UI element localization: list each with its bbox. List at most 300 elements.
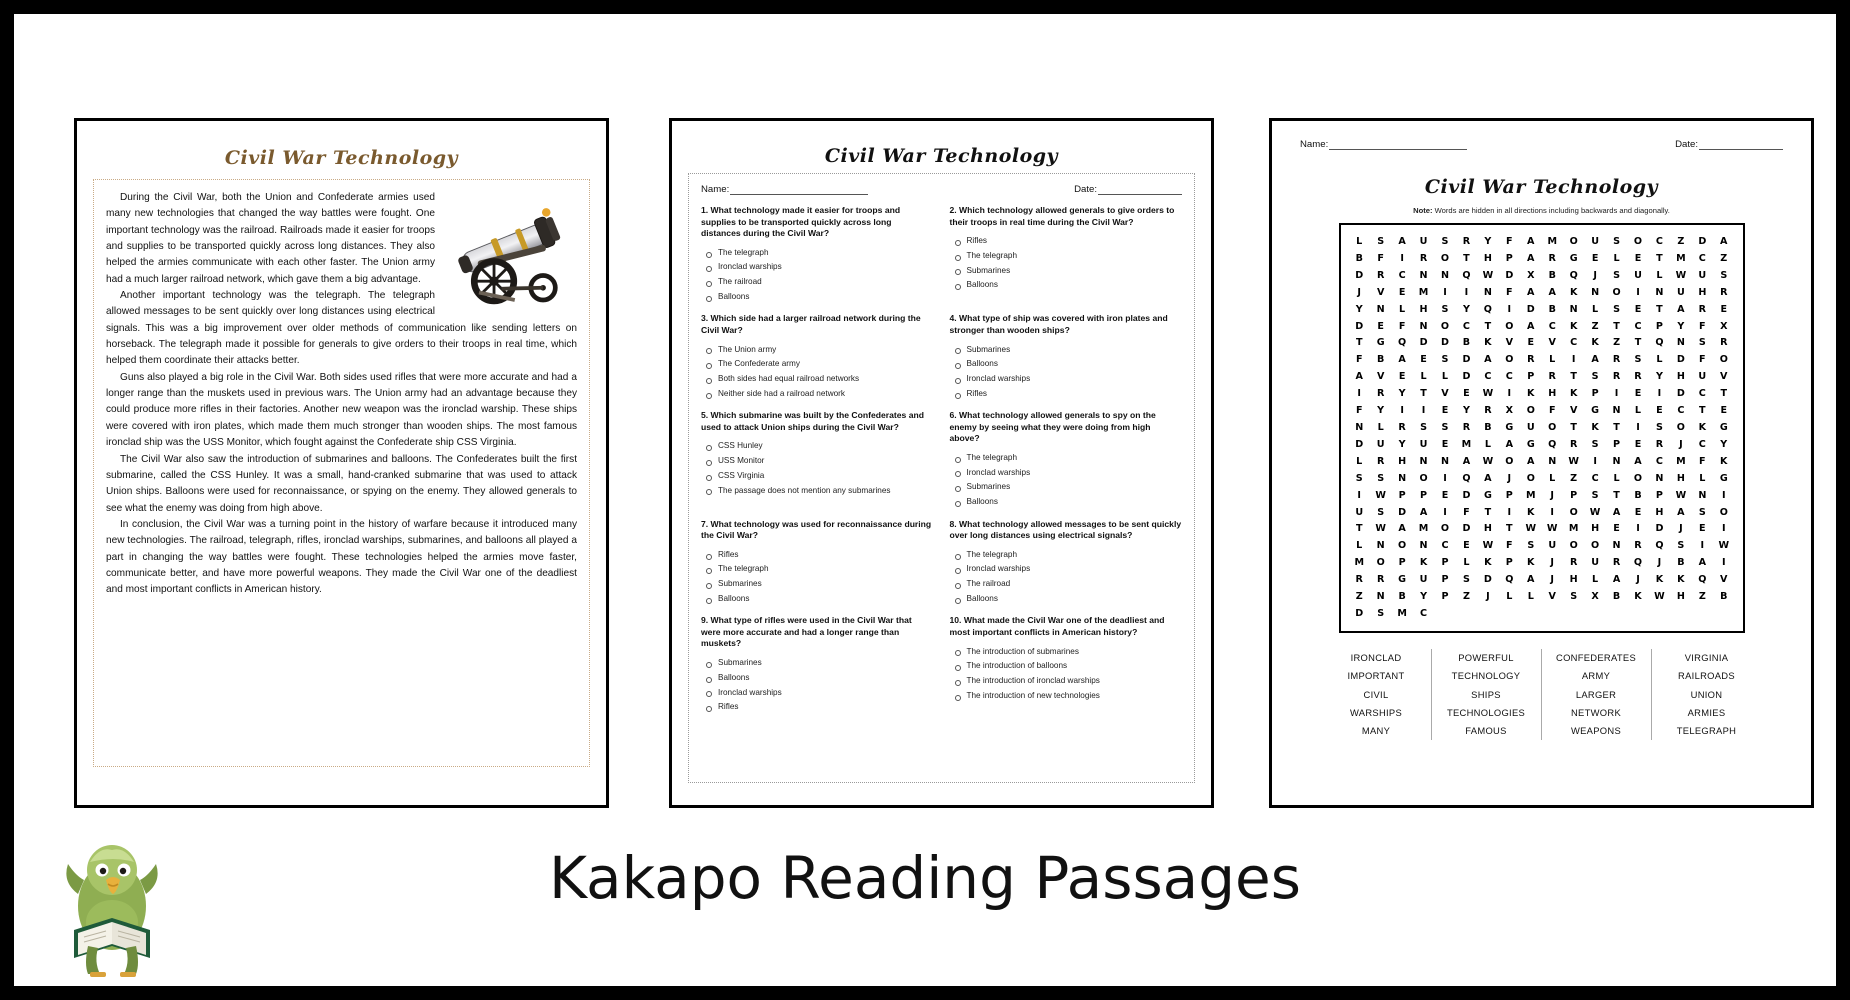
option-item[interactable]: Balloons (701, 671, 934, 686)
word-search-cell[interactable]: W (1675, 269, 1687, 281)
option-item[interactable]: Ironclad warships (950, 372, 1183, 387)
word-search-cell[interactable]: R (1419, 252, 1428, 264)
word-list-item[interactable]: IRONCLAD (1350, 651, 1402, 663)
word-search-cell[interactable]: J (1679, 523, 1683, 535)
word-search-cell[interactable]: V (1548, 337, 1556, 349)
word-list-item[interactable]: TELEGRAPH (1676, 725, 1737, 737)
word-search-cell[interactable]: A (1591, 354, 1599, 366)
name-field[interactable] (1300, 139, 1467, 150)
word-search-cell[interactable]: E (1441, 489, 1449, 501)
word-search-cell[interactable]: S (1634, 354, 1642, 366)
word-search-cell[interactable]: H (1398, 455, 1407, 467)
word-list-item[interactable]: SHIPS (1471, 688, 1501, 700)
word-search-cell[interactable]: R (1527, 354, 1535, 366)
word-search-cell[interactable]: H (1655, 506, 1664, 518)
word-search-cell[interactable]: G (1505, 421, 1514, 433)
word-search-cell[interactable]: I (1400, 405, 1404, 417)
word-search-cell[interactable]: L (1441, 371, 1449, 383)
word-search-cell[interactable]: S (1720, 269, 1728, 281)
word-search-cell[interactable]: L (1484, 438, 1491, 450)
word-search-cell[interactable]: L (1463, 557, 1470, 569)
word-search-cell[interactable]: U (1419, 438, 1428, 450)
word-search-cell[interactable]: E (1527, 337, 1535, 349)
word-search-cell[interactable]: M (1397, 607, 1407, 619)
word-list-item[interactable]: LARGER (1575, 688, 1617, 700)
word-search-cell[interactable]: K (1569, 320, 1578, 332)
word-search-cell[interactable]: P (1441, 591, 1449, 603)
word-search-cell[interactable]: N (1419, 455, 1428, 467)
word-search-cell[interactable]: Y (1398, 388, 1406, 400)
word-search-cell[interactable]: M (1547, 236, 1557, 247)
word-search-cell[interactable]: L (1656, 269, 1663, 281)
word-search-cell[interactable]: J (1593, 269, 1597, 281)
word-search-cell[interactable]: O (1569, 236, 1578, 247)
word-search-cell[interactable]: Q (1462, 269, 1471, 281)
name-input-line[interactable] (730, 184, 868, 195)
word-search-cell[interactable]: W (1654, 591, 1665, 603)
word-search-cell[interactable]: S (1570, 591, 1578, 603)
word-search-cell[interactable]: R (1612, 371, 1621, 383)
word-search-cell[interactable]: B (1462, 337, 1471, 349)
word-list-item[interactable]: CONFEDERATES (1556, 651, 1636, 663)
word-search-cell[interactable]: K (1484, 337, 1492, 349)
word-search-cell[interactable]: S (1527, 540, 1535, 552)
word-search-cell[interactable]: L (1377, 421, 1384, 433)
word-search-cell[interactable]: E (1463, 388, 1470, 400)
option-item[interactable]: Submarines (950, 342, 1183, 357)
word-search-cell[interactable]: K (1634, 591, 1642, 603)
word-search-cell[interactable]: L (1613, 472, 1620, 484)
option-item[interactable]: Balloons (701, 592, 934, 607)
word-search-cell[interactable]: Z (1720, 252, 1728, 264)
word-search-cell[interactable]: K (1720, 455, 1728, 467)
word-search-cell[interactable]: S (1441, 303, 1449, 315)
word-search-cell[interactable]: J (1636, 574, 1640, 586)
option-item[interactable]: The Confederate army (701, 357, 934, 372)
word-search-cell[interactable]: O (1505, 354, 1514, 366)
word-search-cell[interactable]: S (1462, 574, 1470, 586)
word-search-cell[interactable]: C (1655, 455, 1663, 467)
word-search-cell[interactable]: A (1484, 354, 1492, 366)
word-search-cell[interactable]: N (1569, 303, 1578, 315)
word-search-cell[interactable]: E (1591, 252, 1599, 264)
word-search-cell[interactable]: S (1377, 506, 1385, 518)
word-search-cell[interactable]: D (1462, 354, 1471, 366)
date-field[interactable] (1074, 184, 1182, 195)
word-search-cell[interactable]: S (1591, 371, 1599, 383)
word-search-cell[interactable]: I (1636, 286, 1640, 298)
option-item[interactable]: Submarines (950, 263, 1183, 278)
word-search-cell[interactable]: A (1398, 354, 1406, 366)
word-search-cell[interactable]: K (1527, 388, 1535, 400)
word-search-cell[interactable]: C (1441, 540, 1449, 552)
word-search-cell[interactable]: I (1443, 506, 1447, 518)
word-search-cell[interactable]: Z (1698, 591, 1706, 603)
word-search-cell[interactable]: D (1676, 388, 1685, 400)
word-search-cell[interactable]: H (1569, 574, 1578, 586)
option-item[interactable]: Submarines (701, 577, 934, 592)
word-search-cell[interactable]: D (1355, 438, 1364, 450)
word-search-cell[interactable]: O (1612, 286, 1621, 298)
word-search-cell[interactable]: R (1569, 557, 1578, 569)
word-search-cell[interactable]: K (1698, 421, 1707, 433)
word-search-cell[interactable]: Y (1462, 303, 1470, 315)
word-search-cell[interactable]: B (1612, 591, 1621, 603)
word-search-cell[interactable]: D (1398, 506, 1407, 518)
option-item[interactable]: The telegraph (701, 562, 934, 577)
word-search-cell[interactable]: O (1505, 455, 1514, 467)
word-search-cell[interactable]: R (1355, 574, 1363, 586)
word-search-cell[interactable]: P (1527, 371, 1535, 383)
word-list-item[interactable]: POWERFUL (1458, 651, 1514, 663)
word-search-cell[interactable]: B (1484, 421, 1492, 433)
word-list-item[interactable]: FAMOUS (1465, 725, 1507, 737)
word-search-cell[interactable]: V (1376, 286, 1385, 298)
word-search-cell[interactable]: K (1655, 574, 1664, 586)
word-search-cell[interactable]: O (1591, 540, 1600, 552)
word-search-cell[interactable]: S (1441, 421, 1449, 433)
word-search-cell[interactable]: Q (1698, 574, 1707, 586)
word-search-cell[interactable]: J (1550, 574, 1554, 586)
word-search-cell[interactable]: T (1613, 320, 1620, 332)
word-search-cell[interactable]: F (1355, 354, 1363, 366)
name-input-line[interactable] (1329, 139, 1467, 150)
word-search-cell[interactable]: Y (1677, 320, 1685, 332)
word-search-cell[interactable]: S (1677, 540, 1685, 552)
word-search-cell[interactable]: I (1507, 388, 1512, 400)
word-search-cell[interactable]: S (1377, 607, 1385, 619)
word-search-cell[interactable]: I (1464, 286, 1469, 298)
word-search-cell[interactable]: P (1441, 574, 1449, 586)
word-search-cell[interactable]: D (1462, 523, 1471, 535)
word-search-cell[interactable]: E (1613, 523, 1620, 535)
word-search-cell[interactable]: Z (1570, 472, 1578, 484)
word-search-cell[interactable]: U (1698, 269, 1707, 281)
word-search-cell[interactable]: R (1720, 337, 1728, 349)
word-search-cell[interactable]: U (1548, 540, 1557, 552)
word-search-cell[interactable]: S (1655, 421, 1663, 433)
page-reading-passage[interactable] (74, 118, 609, 808)
word-search-cell[interactable]: E (1398, 286, 1406, 298)
word-search-cell[interactable]: H (1676, 472, 1685, 484)
word-search-cell[interactable]: F (1548, 405, 1556, 417)
option-item[interactable]: Balloons (950, 495, 1183, 510)
word-search-cell[interactable]: G (1398, 574, 1407, 586)
word-search-cell[interactable]: E (1634, 506, 1642, 518)
word-search-cell[interactable]: B (1548, 269, 1556, 281)
word-search-cell[interactable]: A (1527, 455, 1535, 467)
word-search-cell[interactable]: H (1419, 303, 1428, 315)
word-search-cell[interactable]: E (1398, 371, 1406, 383)
word-search-cell[interactable]: N (1419, 269, 1428, 281)
word-search-cell[interactable]: N (1698, 489, 1707, 501)
word-search-cell[interactable]: Q (1483, 303, 1492, 315)
word-search-cell[interactable]: E (1634, 388, 1642, 400)
word-search-cell[interactable]: R (1548, 252, 1556, 264)
word-search-cell[interactable]: A (1548, 286, 1556, 298)
word-search-cell[interactable]: J (1507, 472, 1512, 484)
word-search-cell[interactable]: P (1613, 438, 1621, 450)
word-search-cell[interactable]: G (1719, 421, 1728, 433)
word-search-cell[interactable]: S (1591, 438, 1599, 450)
word-search-cell[interactable]: K (1419, 557, 1428, 569)
word-search-grid[interactable] (1349, 235, 1735, 621)
word-search-cell[interactable]: L (1592, 574, 1599, 586)
word-search-cell[interactable]: S (1613, 269, 1620, 281)
word-search-cell[interactable]: D (1676, 354, 1685, 366)
word-search-cell[interactable]: G (1569, 252, 1578, 264)
word-search-cell[interactable]: Q (1633, 557, 1643, 569)
word-search-cell[interactable]: N (1591, 286, 1600, 298)
word-search-cell[interactable]: O (1676, 421, 1685, 433)
word-search-cell[interactable]: O (1569, 540, 1578, 552)
word-search-cell[interactable]: J (1679, 438, 1683, 450)
word-search-cell[interactable]: X (1720, 320, 1728, 332)
word-search-cell[interactable]: T (1613, 489, 1620, 501)
word-search-cell[interactable]: S (1441, 236, 1449, 247)
word-search-cell[interactable]: U (1591, 236, 1599, 247)
option-item[interactable]: Ironclad warships (950, 465, 1183, 480)
word-search-cell[interactable]: S (1377, 236, 1385, 247)
word-search-cell[interactable]: R (1634, 371, 1642, 383)
option-item[interactable]: Balloons (950, 357, 1183, 372)
word-search-cell[interactable]: L (1634, 405, 1642, 417)
word-search-cell[interactable]: A (1720, 236, 1728, 247)
word-search-cell[interactable]: M (1418, 286, 1429, 298)
word-search-cell[interactable]: K (1484, 557, 1492, 569)
word-search-cell[interactable]: T (1355, 523, 1363, 535)
word-search-cell[interactable]: A (1634, 455, 1642, 467)
word-search-cell[interactable]: I (1593, 455, 1597, 467)
word-search-cell[interactable]: T (1420, 388, 1427, 400)
word-search-cell[interactable]: A (1527, 320, 1535, 332)
word-search-cell[interactable]: R (1484, 405, 1492, 417)
word-list-item[interactable]: MANY (1361, 725, 1391, 737)
word-search-cell[interactable]: V (1720, 574, 1728, 586)
word-search-cell[interactable]: N (1612, 455, 1621, 467)
word-search-cell[interactable]: S (1441, 354, 1449, 366)
page-word-search[interactable] (1269, 118, 1814, 808)
word-search-cell[interactable]: G (1526, 438, 1535, 450)
word-search-cell[interactable]: A (1527, 252, 1535, 264)
word-search-cell[interactable]: Y (1720, 438, 1728, 450)
word-search-cell[interactable]: H (1548, 388, 1557, 400)
word-search-cell[interactable]: Z (1462, 591, 1470, 603)
option-item[interactable]: The introduction of balloons (950, 659, 1183, 674)
word-search-cell[interactable]: N (1419, 320, 1428, 332)
word-search-cell[interactable]: O (1440, 252, 1450, 264)
word-search-cell[interactable]: I (1507, 303, 1512, 315)
word-search-cell[interactable]: Q (1548, 438, 1557, 450)
word-search-cell[interactable]: P (1570, 489, 1578, 501)
word-search-cell[interactable]: C (1698, 388, 1706, 400)
word-search-cell[interactable]: S (1613, 236, 1620, 247)
word-list-item[interactable]: WEAPONS (1570, 725, 1622, 737)
word-list-item[interactable]: CIVIL (1363, 688, 1389, 700)
word-search-cell[interactable]: A (1505, 438, 1514, 450)
option-item[interactable]: Rifles (701, 700, 934, 715)
word-search-cell[interactable]: N (1419, 540, 1428, 552)
word-search-cell[interactable]: W (1589, 506, 1601, 518)
word-search-cell[interactable]: I (1636, 421, 1640, 433)
option-item[interactable]: Balloons (950, 592, 1183, 607)
word-search-cell[interactable]: L (1506, 591, 1513, 603)
word-search-cell[interactable]: R (1634, 540, 1642, 552)
word-search-cell[interactable]: I (1443, 472, 1447, 484)
word-search-cell[interactable]: N (1655, 472, 1664, 484)
word-search-cell[interactable]: A (1527, 236, 1535, 247)
word-search-cell[interactable]: L (1549, 472, 1556, 484)
word-list-item[interactable]: ARMIES (1687, 706, 1726, 718)
word-search-cell[interactable]: U (1698, 371, 1707, 383)
word-search-cell[interactable]: K (1569, 286, 1578, 298)
word-search-cell[interactable]: P (1505, 557, 1513, 569)
word-search-cell[interactable]: W (1375, 489, 1386, 501)
word-search-cell[interactable]: L (1592, 303, 1599, 315)
word-search-cell[interactable]: J (1550, 489, 1554, 501)
word-search-cell[interactable]: T (1484, 320, 1492, 332)
word-search-cell[interactable]: R (1698, 303, 1707, 315)
word-search-cell[interactable]: L (1356, 455, 1363, 467)
word-search-cell[interactable]: O (1440, 320, 1450, 332)
word-search-cell[interactable]: V (1505, 337, 1514, 349)
word-search-cell[interactable]: A (1677, 506, 1685, 518)
word-search-cell[interactable]: M (1676, 252, 1686, 264)
word-search-cell[interactable]: U (1376, 438, 1385, 450)
word-search-cell[interactable]: L (1399, 303, 1406, 315)
option-item[interactable]: Ironclad warships (701, 685, 934, 700)
word-search-cell[interactable]: Y (1355, 303, 1363, 315)
word-search-cell[interactable]: I (1721, 557, 1726, 569)
word-search-cell[interactable]: H (1676, 591, 1685, 603)
word-search-cell[interactable]: Z (1677, 236, 1685, 247)
word-search-cell[interactable]: I (1721, 523, 1726, 535)
option-item[interactable]: The railroad (701, 275, 934, 290)
word-search-cell[interactable]: R (1548, 371, 1556, 383)
word-search-cell[interactable]: I (1400, 252, 1404, 264)
word-search-cell[interactable]: M (1354, 557, 1364, 569)
date-input-line[interactable] (1098, 184, 1182, 195)
word-list-item[interactable]: NETWORK (1570, 706, 1621, 718)
option-item[interactable]: CSS Hunley (701, 439, 934, 454)
word-search-cell[interactable]: R (1376, 388, 1385, 400)
word-search-cell[interactable]: E (1441, 405, 1449, 417)
word-search-cell[interactable]: B (1548, 303, 1556, 315)
word-search-cell[interactable]: N (1612, 540, 1621, 552)
word-search-cell[interactable]: I (1571, 354, 1576, 366)
word-search-cell[interactable]: N (1376, 591, 1385, 603)
word-search-cell[interactable]: D (1419, 337, 1428, 349)
word-search-cell[interactable]: I (1421, 405, 1426, 417)
word-search-cell[interactable]: S (1591, 489, 1599, 501)
word-search-cell[interactable]: U (1526, 421, 1535, 433)
word-search-cell[interactable]: D (1355, 269, 1364, 281)
word-search-cell[interactable]: P (1398, 557, 1406, 569)
word-search-cell[interactable]: T (1634, 337, 1642, 349)
word-search-cell[interactable]: O (1376, 557, 1385, 569)
word-search-cell[interactable]: A (1398, 236, 1406, 247)
word-search-cell[interactable]: O (1633, 236, 1643, 247)
word-search-cell[interactable]: P (1505, 252, 1513, 264)
word-search-cell[interactable]: I (1357, 388, 1361, 400)
word-search-cell[interactable]: L (1420, 371, 1427, 383)
word-search-cell[interactable]: I (1721, 489, 1726, 501)
word-search-cell[interactable]: G (1376, 337, 1385, 349)
word-search-cell[interactable]: P (1655, 489, 1663, 501)
word-search-cell[interactable]: T (1720, 388, 1728, 400)
word-search-cell[interactable]: R (1398, 421, 1406, 433)
word-search-cell[interactable]: H (1698, 286, 1707, 298)
word-search-cell[interactable]: U (1419, 236, 1428, 247)
word-search-cell[interactable]: O (1719, 506, 1728, 518)
word-search-cell[interactable]: C (1698, 252, 1706, 264)
word-search-cell[interactable]: X (1505, 405, 1514, 417)
word-search-cell[interactable]: H (1591, 523, 1600, 535)
page-comprehension-questions[interactable] (669, 118, 1214, 808)
word-search-cell[interactable]: E (1463, 540, 1470, 552)
option-item[interactable]: Rifles (701, 548, 934, 563)
word-search-cell[interactable]: N (1398, 472, 1407, 484)
word-search-cell[interactable]: B (1398, 591, 1406, 603)
word-search-cell[interactable]: M (1525, 489, 1536, 501)
word-search-cell[interactable]: T (1506, 523, 1513, 535)
option-item[interactable]: The railroad (950, 577, 1183, 592)
word-search-cell[interactable]: N (1483, 286, 1492, 298)
word-search-cell[interactable]: O (1719, 354, 1728, 366)
word-search-cell[interactable]: P (1505, 489, 1513, 501)
word-list-item[interactable]: RAILROADS (1678, 670, 1735, 682)
date-input-line[interactable] (1699, 139, 1783, 150)
word-search-cell[interactable]: L (1699, 472, 1706, 484)
word-search-cell[interactable]: E (1634, 438, 1642, 450)
word-search-cell[interactable]: K (1569, 388, 1578, 400)
word-search-cell[interactable]: W (1675, 489, 1687, 501)
word-search-cell[interactable]: Q (1398, 337, 1407, 349)
option-item[interactable]: Submarines (701, 656, 934, 671)
word-search-cell[interactable]: C (1655, 236, 1663, 247)
word-search-cell[interactable]: R (1462, 421, 1471, 433)
word-search-cell[interactable]: W (1375, 523, 1386, 535)
word-search-cell[interactable]: T (1355, 337, 1363, 349)
word-search-cell[interactable]: B (1677, 557, 1685, 569)
word-search-cell[interactable]: C (1677, 405, 1685, 417)
word-list-item[interactable]: ARMY (1581, 670, 1611, 682)
word-search-cell[interactable]: W (1482, 269, 1494, 281)
option-item[interactable]: CSS Virginia (701, 469, 934, 484)
word-search-cell[interactable]: Q (1462, 472, 1471, 484)
word-search-cell[interactable]: M (1568, 523, 1579, 535)
word-search-cell[interactable]: N (1548, 455, 1557, 467)
word-search-cell[interactable]: I (1614, 388, 1619, 400)
word-search-cell[interactable]: O (1569, 506, 1578, 518)
word-search-cell[interactable]: D (1355, 607, 1364, 619)
word-search-cell[interactable]: R (1462, 236, 1471, 247)
word-search-cell[interactable]: C (1420, 607, 1428, 619)
word-search-cell[interactable]: A (1677, 303, 1685, 315)
word-search-cell[interactable]: L (1656, 354, 1663, 366)
word-search-cell[interactable]: R (1655, 438, 1664, 450)
word-search-cell[interactable]: B (1355, 252, 1363, 264)
word-list-item[interactable]: WARSHIPS (1349, 706, 1403, 718)
word-search-cell[interactable]: N (1612, 405, 1621, 417)
option-item[interactable]: The telegraph (701, 246, 934, 261)
option-item[interactable]: Rifles (950, 234, 1183, 249)
word-search-cell[interactable]: Z (1355, 591, 1363, 603)
word-search-cell[interactable]: O (1526, 472, 1535, 484)
word-search-cell[interactable]: X (1527, 269, 1535, 281)
word-search-cell[interactable]: O (1633, 472, 1643, 484)
word-search-cell[interactable]: Y (1462, 405, 1470, 417)
